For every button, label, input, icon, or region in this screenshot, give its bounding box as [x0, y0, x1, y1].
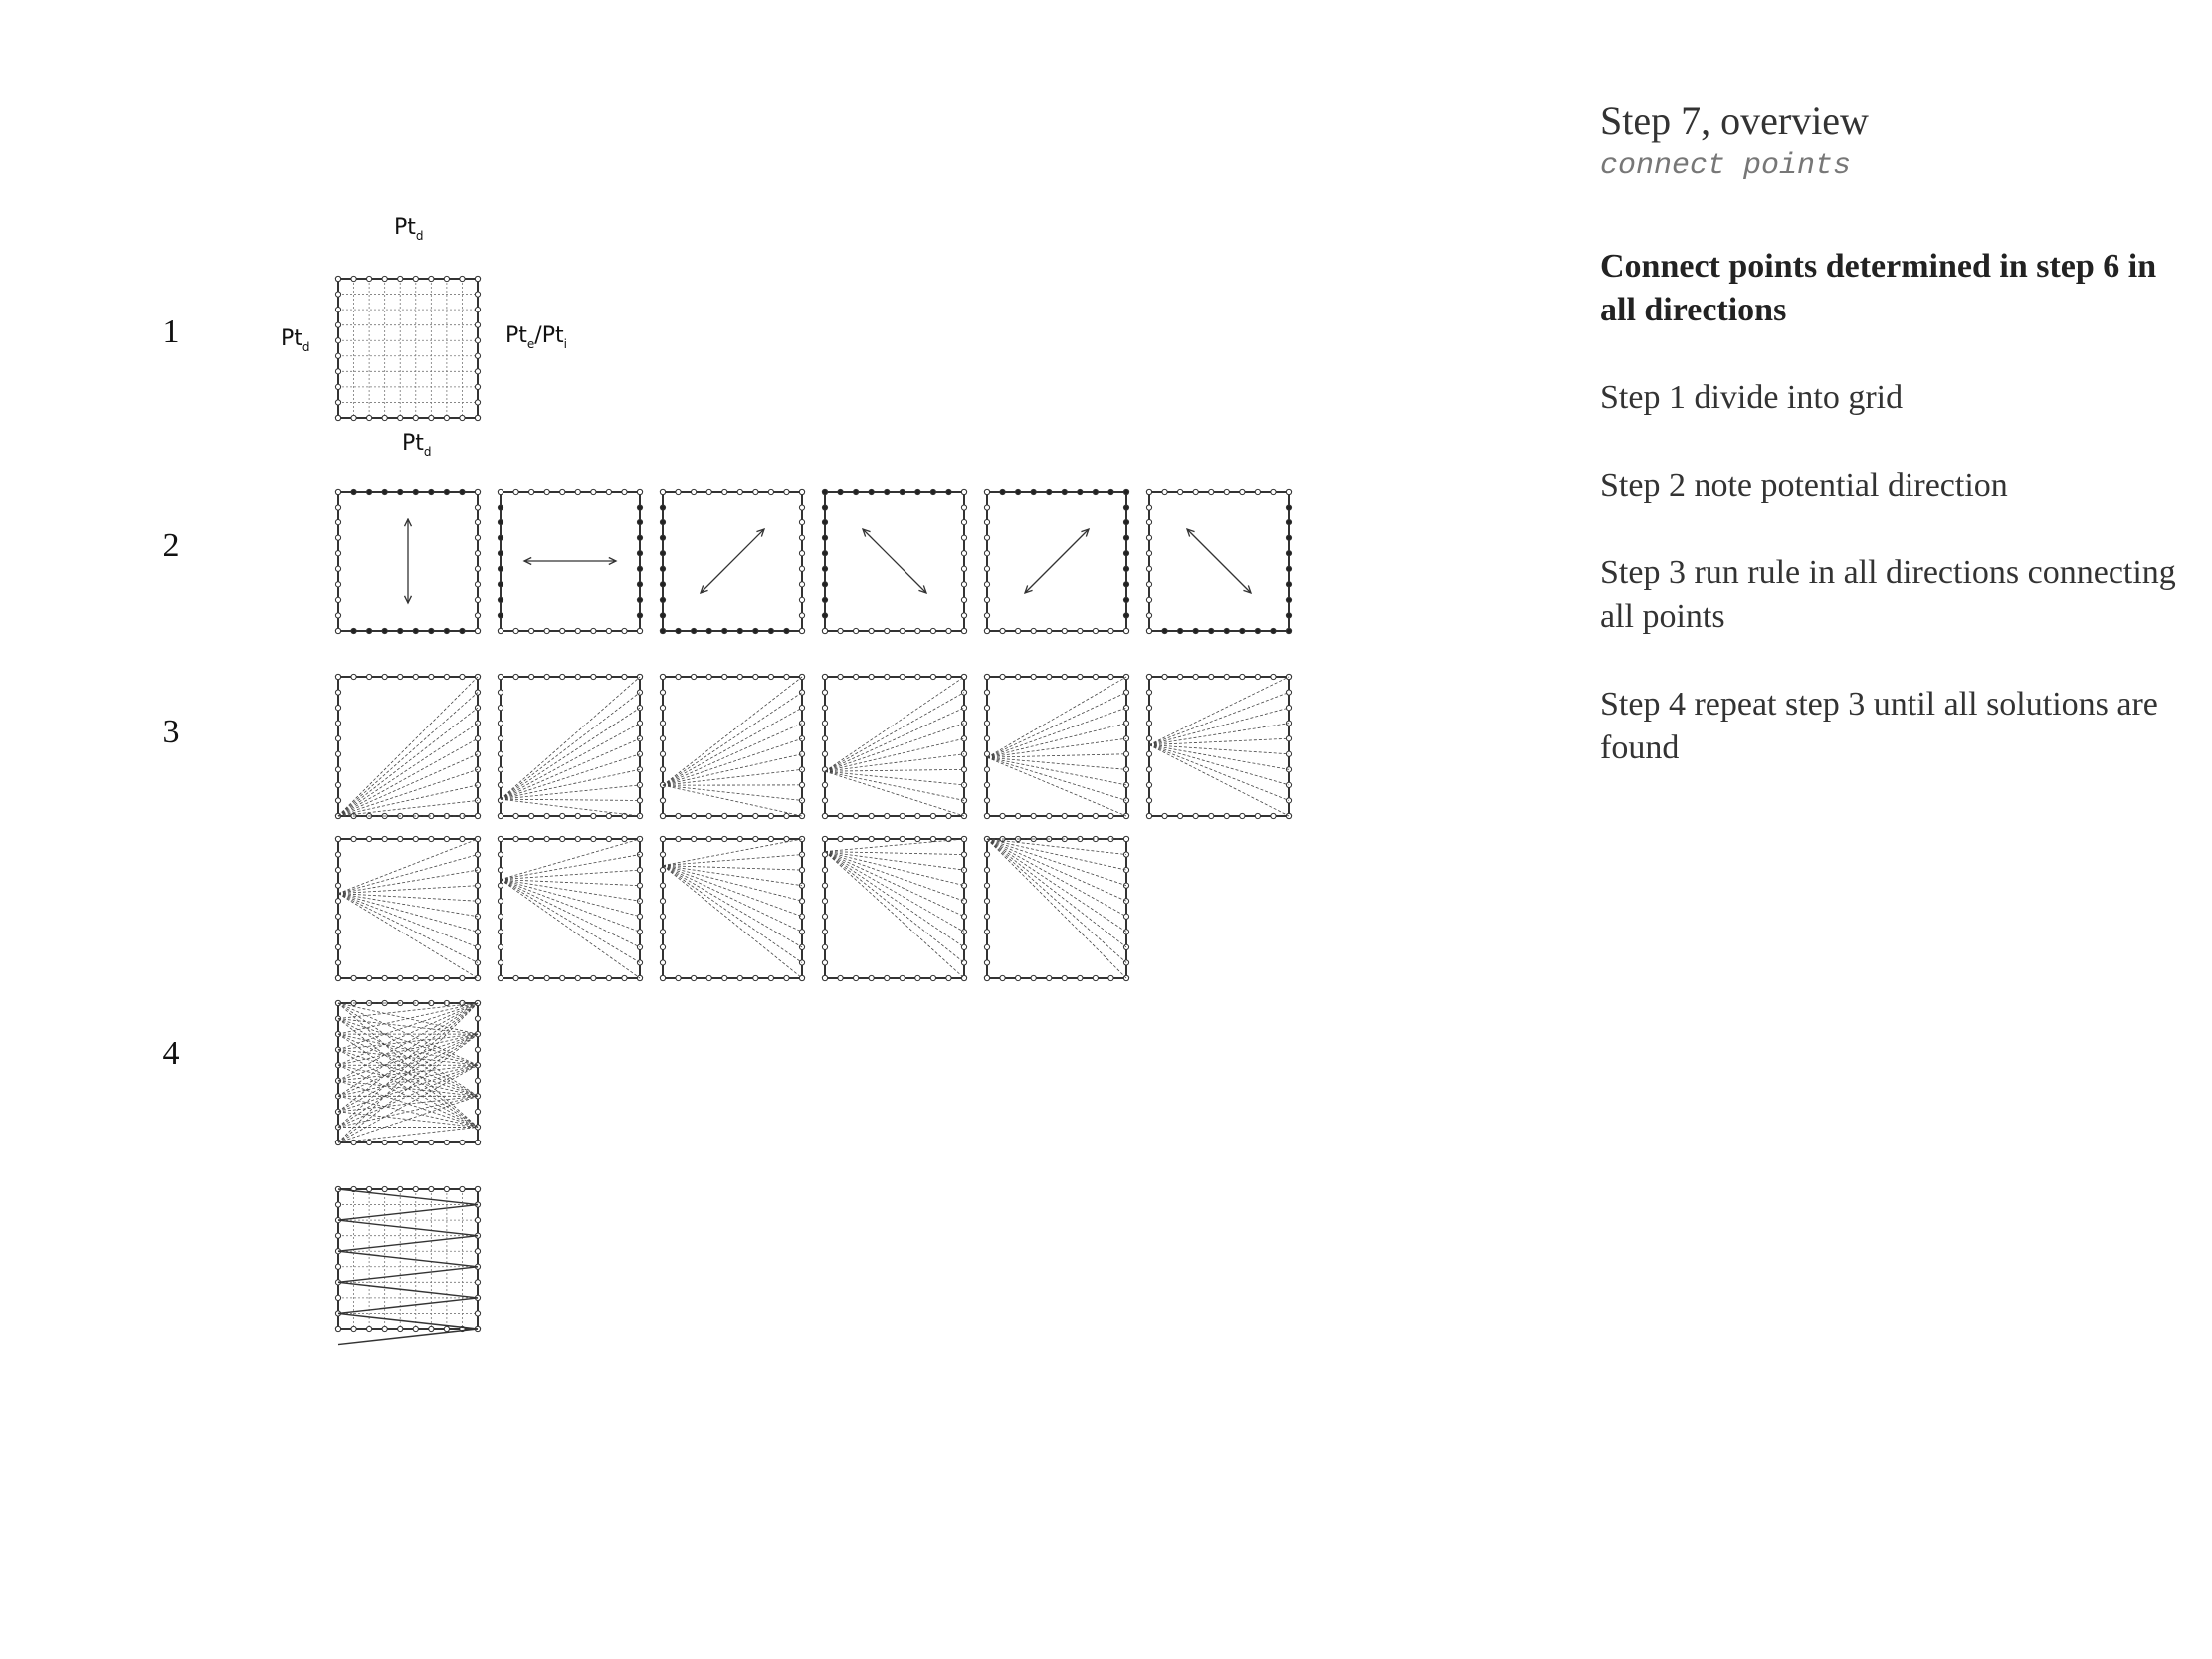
label-right-pt-text-b: Pt [541, 323, 564, 348]
rule-run-cell-5 [984, 674, 1128, 818]
rule-run-cell-4 [822, 674, 966, 818]
rule-run-cell-9 [660, 836, 804, 980]
direction-cell-2 [498, 489, 642, 633]
label-right-pt-sub-a: e [526, 337, 535, 351]
row-number-3: 3 [162, 714, 180, 750]
direction-cell-3 [660, 489, 804, 633]
label-left-pt-text: Pt [281, 326, 302, 351]
step-4-text: Step 4 repeat step 3 until all solutions are found [1600, 686, 2158, 766]
step-2-text: Step 2 note potential direction [1600, 467, 2008, 504]
direction-cell-6 [1146, 489, 1291, 633]
panel-subtitle: connect points [1600, 149, 1852, 183]
step-3-text: Step 3 run rule in all directions connecting all points [1600, 554, 2176, 635]
label-bottom-pt-sub: d [423, 445, 432, 459]
rule-run-cell-3 [660, 674, 804, 818]
rule-run-cell-10 [822, 836, 966, 980]
rule-run-cell-2 [498, 674, 642, 818]
direction-cell-5 [984, 489, 1128, 633]
step-1-text: Step 1 divide into grid [1600, 379, 1904, 416]
panel-title: Step 7, overview [1600, 99, 1869, 143]
rule-run-cell-11 [984, 836, 1128, 980]
step1-grid-cell [335, 276, 480, 420]
label-right-pt-sub-b: i [563, 337, 567, 351]
direction-cell-4 [822, 489, 966, 633]
rule-run-cell-6 [1146, 674, 1291, 818]
label-right-pt-slash: / [534, 323, 542, 348]
direction-cell-1 [335, 489, 480, 633]
label-right-pt-text-a: Pt [505, 323, 527, 348]
all-solutions-cell [335, 1000, 480, 1144]
row-number-2: 2 [162, 527, 180, 564]
description-panel [1600, 98, 2197, 770]
label-bottom-pt-text: Pt [402, 431, 424, 456]
zigzag-cell [335, 1186, 480, 1344]
label-top-pt-text: Pt [394, 215, 416, 240]
panel-emphasis: Connect points determined in step 6 in all directions [1600, 248, 2157, 328]
row-number-1: 1 [162, 313, 180, 350]
rule-run-cell-7 [335, 836, 480, 980]
row-number-4: 4 [162, 1035, 180, 1072]
rule-run-cell-8 [498, 836, 642, 980]
rule-run-cell-1 [335, 674, 480, 818]
label-top-pt-sub: d [415, 229, 424, 243]
label-left-pt-sub: d [302, 340, 310, 354]
